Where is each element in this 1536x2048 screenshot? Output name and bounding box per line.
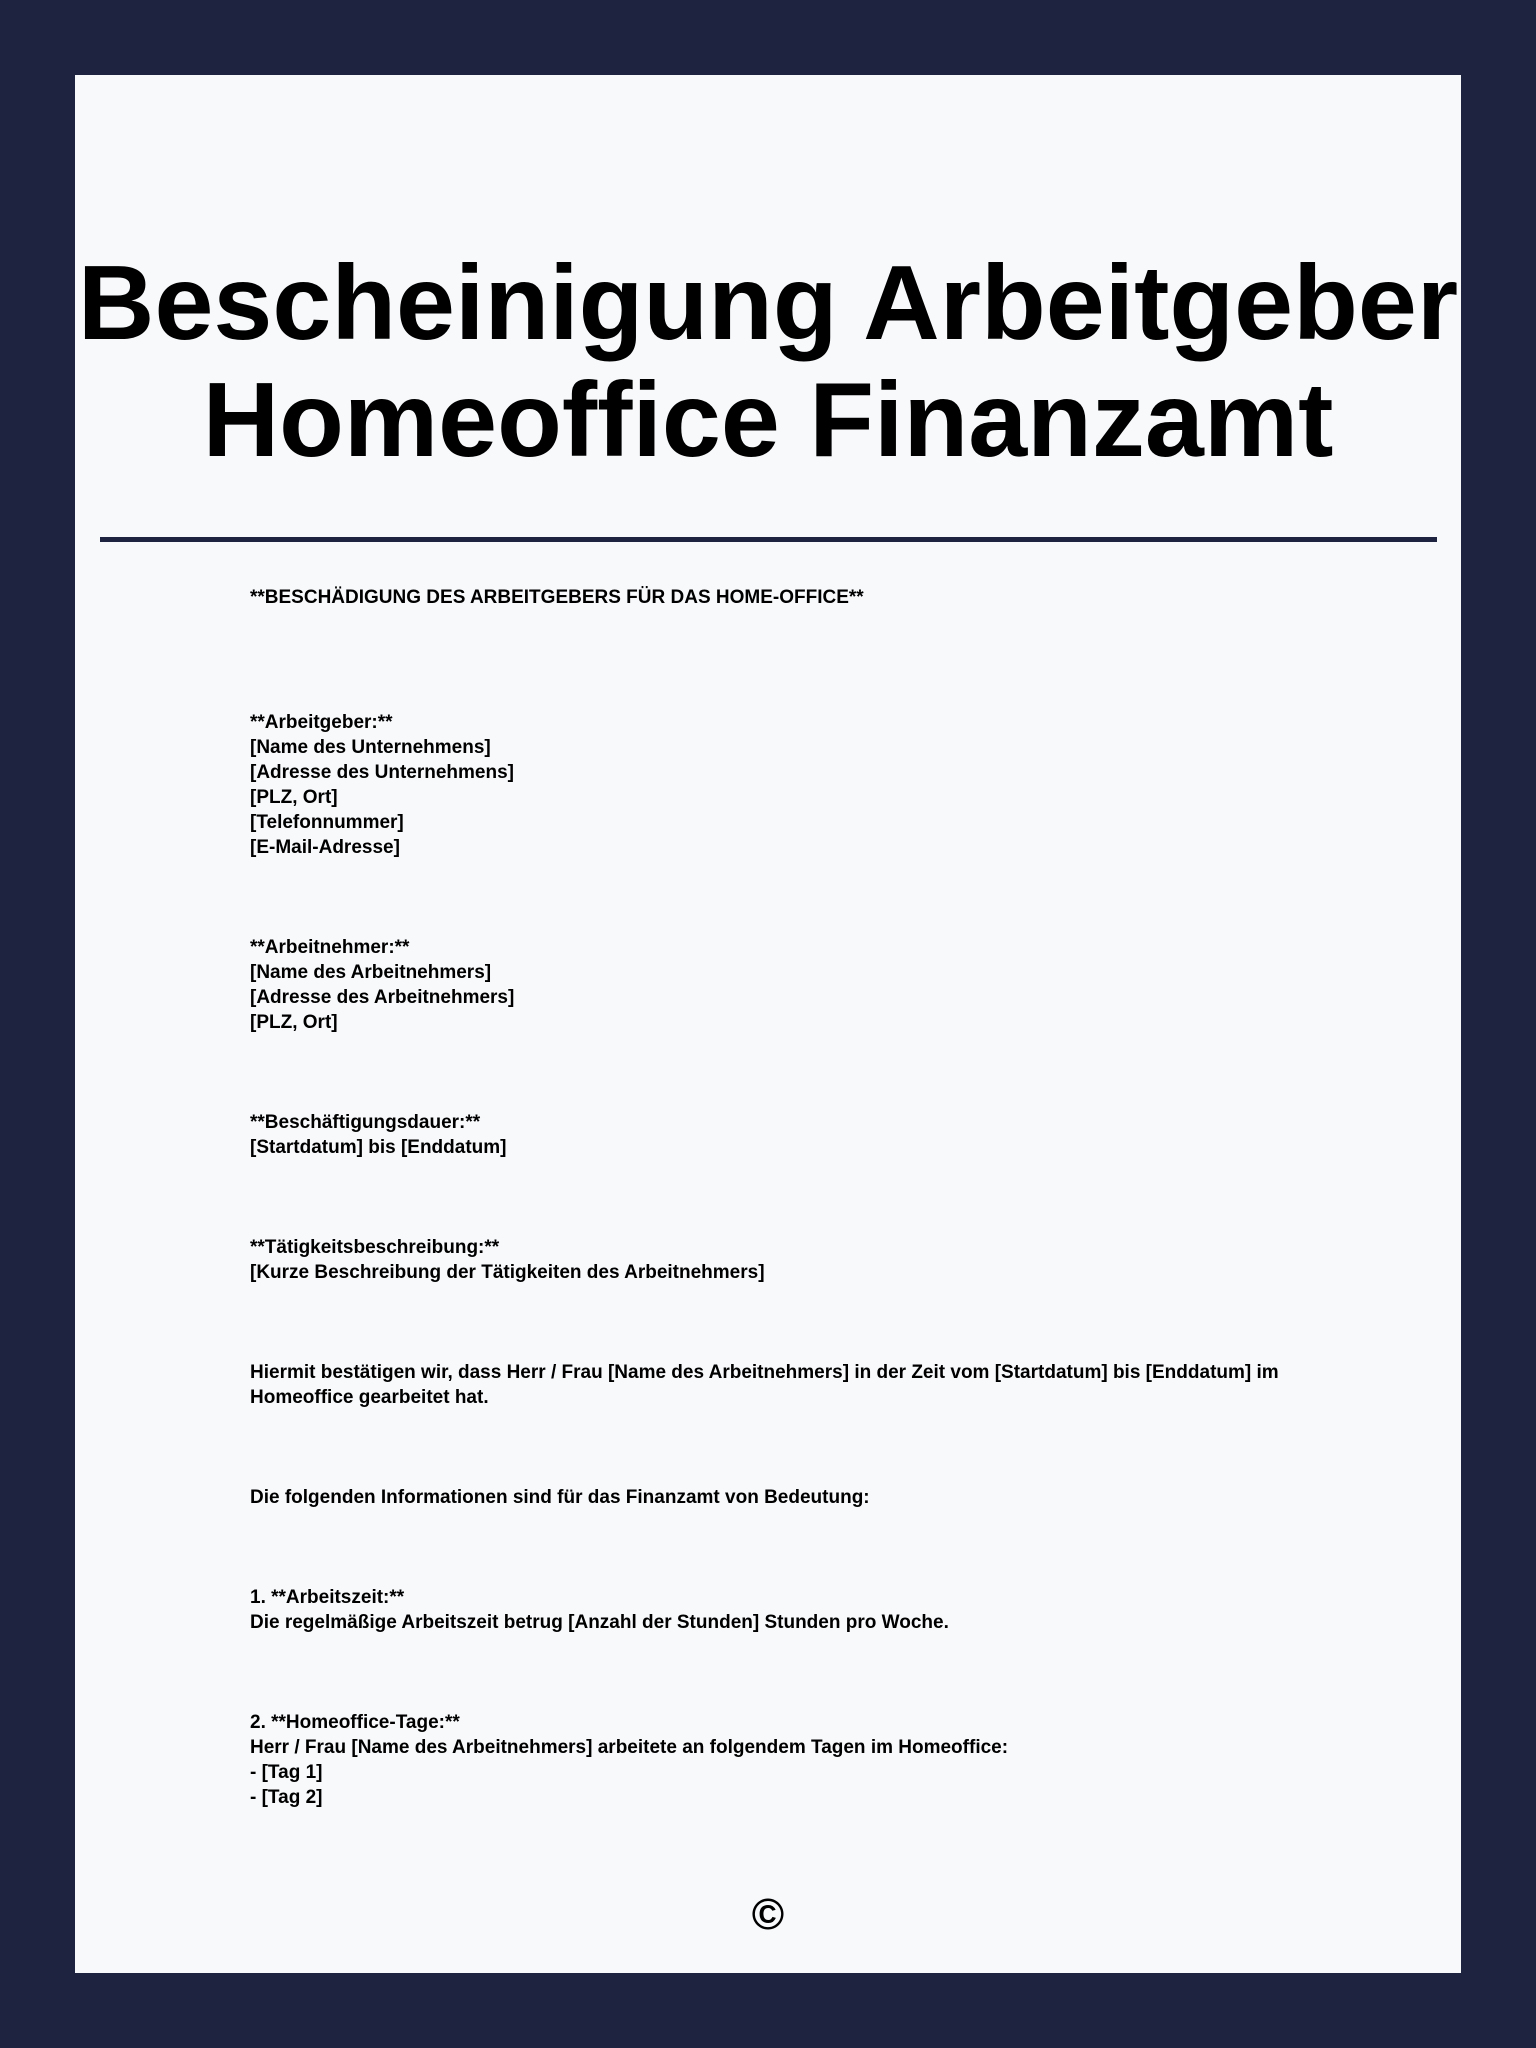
- title-divider: [100, 537, 1437, 542]
- activity-line: [Kurze Beschreibung der Tätigkeiten des Arbeitnehmers]: [250, 1262, 765, 1283]
- document-page: [75, 75, 1461, 1973]
- item-homeoffice-days: [250, 1710, 1290, 1810]
- document-title: [75, 245, 1461, 479]
- employee-block: [250, 935, 1290, 1035]
- duration-line: [Startdatum] bis [Enddatum]: [250, 1137, 507, 1158]
- employer-block: [250, 710, 1290, 860]
- item-line: Die regelmäßige Arbeitszeit betrug [Anzahl der Stunden] Stunden pro Woche.: [250, 1612, 949, 1633]
- list-item: - [Tag 1]: [250, 1762, 323, 1783]
- list-item: - [Tag 2]: [250, 1787, 323, 1808]
- item-label: 2. **Homeoffice-Tage:**: [250, 1712, 460, 1733]
- employer-label: **Arbeitgeber:**: [250, 712, 393, 733]
- item-working-time: [250, 1585, 1290, 1635]
- activity-label: **Tätigkeitsbeschreibung:**: [250, 1237, 500, 1258]
- activity-block: [250, 1235, 1290, 1285]
- employee-label: **Arbeitnehmer:**: [250, 937, 410, 958]
- duration-label: **Beschäftigungsdauer:**: [250, 1112, 481, 1133]
- title-line-1: Bescheinigung Arbeitgeber: [77, 244, 1459, 362]
- employee-line: [Name des Arbeitnehmers]: [250, 962, 492, 983]
- info-intro: Die folgenden Informationen sind für das Finanzamt von Bedeutung:: [250, 1487, 870, 1508]
- confirmation-paragraph: Hiermit bestätigen wir, dass Herr / Frau [Name des Arbeitnehmers] in der Zeit vom [Startdatum] bis [Enddatum] im Homeoffice gearbeitet hat.: [250, 1362, 1284, 1408]
- item-label: 1. **Arbeitszeit:**: [250, 1587, 405, 1608]
- item-line: Herr / Frau [Name des Arbeitnehmers] arbeitete an folgendem Tagen im Homeoffice:: [250, 1737, 1009, 1758]
- employer-line: [Telefonnummer]: [250, 812, 404, 833]
- employee-line: [PLZ, Ort]: [250, 1012, 338, 1033]
- employer-line: [Adresse des Unternehmens]: [250, 762, 514, 783]
- employee-line: [Adresse des Arbeitnehmers]: [250, 987, 515, 1008]
- employer-line: [E-Mail-Adresse]: [250, 837, 400, 858]
- document-body: [250, 585, 1290, 1810]
- copyright-icon: ©: [751, 1890, 785, 1939]
- employer-line: [Name des Unternehmens]: [250, 737, 491, 758]
- duration-block: [250, 1110, 1290, 1160]
- section-heading: **BESCHÄDIGUNG DES ARBEITGEBERS FÜR DAS HOME-OFFICE**: [250, 587, 864, 608]
- title-line-2: Homeoffice Finanzamt: [202, 361, 1334, 479]
- employer-line: [PLZ, Ort]: [250, 787, 338, 808]
